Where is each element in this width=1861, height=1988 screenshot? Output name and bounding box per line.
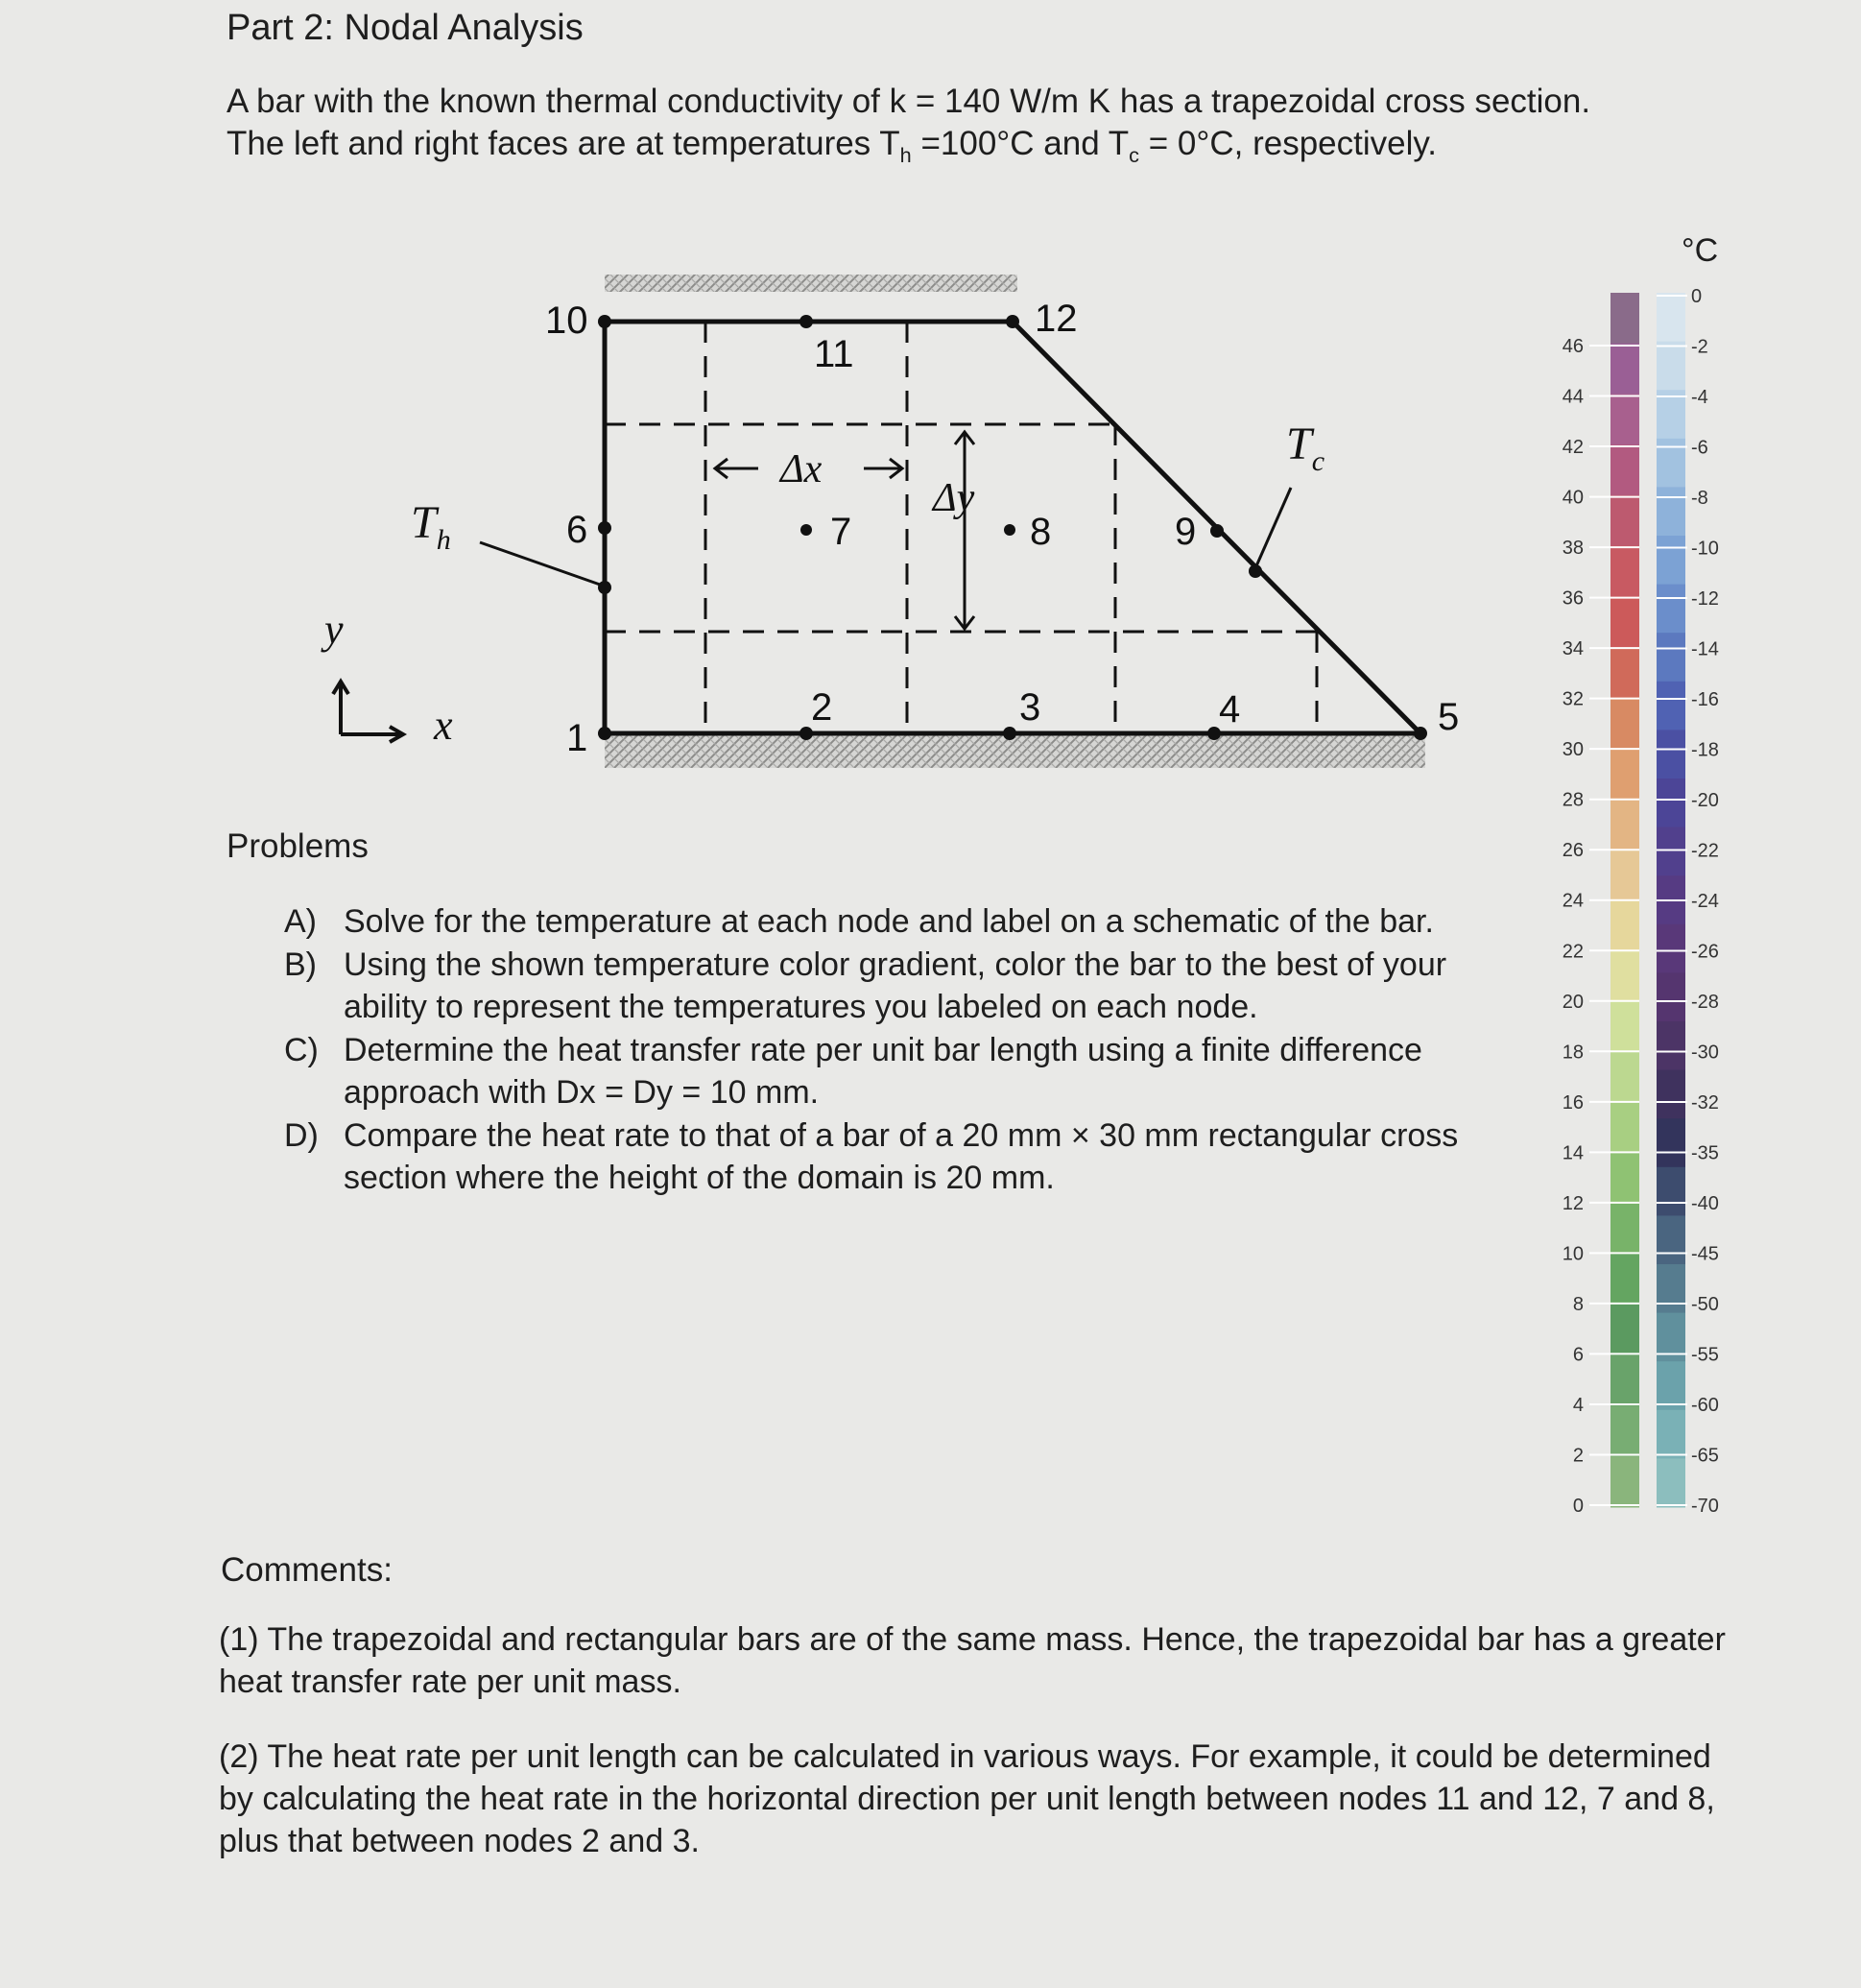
legend-swatch-positive [1610,344,1639,395]
legend-tick-label: 0 [1691,286,1703,307]
legend-tick-label: 8 [1572,1293,1584,1315]
problem-a [284,900,1522,943]
legend-swatch-negative [1657,1410,1685,1459]
legend-tick-label: -22 [1691,840,1719,862]
legend-tick-label: 6 [1572,1344,1584,1366]
comment-1: (1) The trapezoidal and rectangular bars are of the same mass. Hence, the trapezoidal bar has a greater heat transfer rate per unit mass. [219,1621,1726,1700]
legend-swatch-positive [1610,698,1639,749]
axes-icon [333,682,403,742]
problem-letter: A) [284,903,317,940]
axis-y-label: y [324,606,344,653]
trapezoid-diagram [288,259,1497,797]
legend-swatch-negative [1657,1167,1685,1216]
legend-tick-label: -40 [1691,1193,1719,1214]
legend-swatch-negative [1657,730,1685,778]
problems-list [284,900,1522,1200]
legend-swatch-positive [1610,1102,1639,1153]
sub-h: h [899,143,912,167]
legend-tick-label: 34 [1562,638,1584,660]
legend-swatch-positive [1610,394,1639,444]
legend-unit: °C [1682,232,1719,269]
node-label-6: 6 [566,509,588,551]
th-sub: h [436,524,451,556]
problem-c [284,1029,1522,1114]
bottom-insulation [605,733,1425,768]
tc-label [1286,419,1324,477]
intro-text-b: =100°C and T [911,125,1130,162]
legend-tick-label: 4 [1572,1394,1584,1416]
problem-text: Compare the heat rate to that of a bar of a 20 mm × 30 mm rectangular cross section where the height of the domain is 20 mm. [344,1117,1459,1196]
legend-swatch-positive [1610,293,1639,344]
node-label-2: 2 [811,686,833,729]
node-label-10: 10 [545,299,588,342]
legend-tick-label: 14 [1562,1142,1584,1164]
intro-line-1: A bar with the known thermal conductivity of k = 140 W/m K has a trapezoidal cross section. [227,83,1591,120]
legend-tick-label: -20 [1691,790,1719,811]
legend-tick-label: -24 [1691,891,1719,912]
legend-tick-label: 2 [1572,1445,1584,1467]
legend-swatch-positive [1610,1153,1639,1204]
legend-tick-label: 38 [1562,538,1584,560]
legend-swatch-positive [1610,950,1639,1001]
legend-tick-label: 28 [1562,789,1584,811]
intro-text-a: The left and right faces are at temperatures T [227,125,900,162]
legend-tick-label: -18 [1691,739,1719,761]
legend-tick-label: -26 [1691,941,1719,963]
tc-sub: c [1311,445,1325,477]
legend-tick-label: -12 [1691,588,1719,610]
legend-tick-label: -35 [1691,1142,1719,1164]
temperature-color-legend [1516,221,1737,1526]
problem-letter: C) [284,1032,319,1068]
legend-tick-label: -65 [1691,1445,1719,1467]
legend-swatch-negative [1657,778,1685,827]
legend-tick-label: 20 [1562,991,1584,1013]
legend-tick-label: -50 [1691,1294,1719,1315]
legend-swatch-positive [1610,1406,1639,1457]
legend-tick-label: 26 [1562,840,1584,862]
page-title: Part 2: Nodal Analysis [227,8,584,48]
comments-heading: Comments: [221,1551,393,1589]
intro-text-c: = 0°C, respectively. [1139,125,1438,162]
legend-swatch-negative [1657,585,1685,634]
legend-tick-label: 44 [1562,386,1584,408]
legend-tick-label: 40 [1562,487,1584,509]
legend-swatch-negative [1657,1118,1685,1167]
legend-tick-label: -45 [1691,1243,1719,1265]
legend-swatch-positive [1610,546,1639,597]
legend-tick-label: 42 [1562,437,1584,459]
legend-swatch-negative [1657,293,1685,342]
problem-d [284,1114,1522,1199]
axis-x-label: x [434,702,453,749]
legend-tick-label: 24 [1562,890,1584,912]
problem-letter: B) [284,946,317,983]
legend-swatch-negative [1657,972,1685,1021]
node-label-9: 9 [1175,511,1197,553]
legend-swatch-negative [1657,1361,1685,1410]
legend-swatch-negative [1657,633,1685,682]
node-label-8: 8 [1030,511,1052,553]
legend-swatch-positive [1610,1052,1639,1103]
node-label-3: 3 [1019,686,1041,729]
legend-swatch-negative [1657,1458,1685,1507]
legend-swatch-negative [1657,682,1685,731]
control-volume-grid [605,322,1317,733]
legend-swatch-negative [1657,536,1685,585]
legend-tick-label: 18 [1562,1042,1584,1064]
legend-swatch-positive [1610,850,1639,900]
intro-paragraph [227,81,1724,177]
legend-tick-label: 0 [1572,1496,1584,1517]
delta-y-label: Δy [933,476,975,520]
legend-swatch-positive [1610,647,1639,698]
legend-tick-label: -6 [1691,437,1708,459]
legend-swatch-negative [1657,439,1685,488]
legend-tick-label: 46 [1562,336,1584,357]
intro-line-2 [227,123,1724,177]
legend-swatch-negative [1657,1215,1685,1264]
legend-tick-label: -60 [1691,1395,1719,1416]
legend-swatch-positive [1610,748,1639,799]
node-label-5: 5 [1438,696,1460,738]
legend-tick-label: -55 [1691,1344,1719,1366]
delta-x-label: Δx [780,447,823,491]
tc-T: T [1286,419,1312,469]
legend-tick-label: -2 [1691,336,1708,358]
problem-text: Solve for the temperature at each node and label on a schematic of the bar. [344,903,1434,940]
node-label-12: 12 [1035,298,1078,340]
legend-tick-label: -70 [1691,1496,1719,1517]
th-label [411,497,451,556]
tc-leader [1255,488,1291,568]
legend-swatch-negative [1657,827,1685,876]
legend-tick-label: -32 [1691,1092,1719,1114]
node-label-7: 7 [830,511,852,553]
comment-2: (2) The heat rate per unit length can be calculated in various ways. For example, it could be determined by calculating the heat rate in the horizontal direction per unit length between nodes 11 and 12, 7 and 8, plus that between nodes 2 and 3. [219,1738,1715,1859]
sub-c: c [1129,143,1140,167]
legend-swatch-negative [1657,924,1685,973]
legend-tick-label: -16 [1691,689,1719,710]
problems-heading: Problems [227,827,369,865]
problem-letter: D) [284,1117,319,1154]
legend-swatch-positive [1610,1305,1639,1355]
problem-b [284,944,1522,1028]
legend-swatch-negative [1657,487,1685,536]
legend-tick-label: -14 [1691,638,1719,660]
legend-swatch-negative [1657,342,1685,391]
legend-swatch-positive [1610,1204,1639,1255]
legend-swatch-negative [1657,1070,1685,1119]
legend-swatch-positive [1610,1254,1639,1305]
legend-tick-label: 22 [1562,941,1584,963]
legend-swatch-positive [1610,799,1639,850]
legend-swatch-positive [1610,900,1639,951]
node-label-1: 1 [566,717,588,759]
node-label-4: 4 [1219,688,1241,731]
legend-tick-label: 10 [1562,1243,1584,1265]
legend-tick-label: -4 [1691,387,1708,408]
legend-tick-label: 32 [1562,688,1584,710]
legend-swatch-negative [1657,1021,1685,1070]
legend-swatch-positive [1610,495,1639,546]
legend-tick-label: 36 [1562,587,1584,610]
node-label-11: 11 [814,333,854,375]
legend-swatch-positive [1610,596,1639,647]
legend-tick-label: 12 [1562,1192,1584,1214]
legend-tick-label: -30 [1691,1042,1719,1064]
legend-swatch-negative [1657,1264,1685,1313]
legend-swatch-positive [1610,1456,1639,1507]
legend-swatch-positive [1610,444,1639,495]
problem-text: Using the shown temperature color gradient, color the bar to the best of your ability to represent the temperatures you labeled on each node. [344,946,1447,1025]
problem-text: Determine the heat transfer rate per unit bar length using a finite difference approach with Dx = Dy = 10 mm. [344,1032,1422,1111]
legend-tick-label: -28 [1691,992,1719,1013]
legend-tick-label: -8 [1691,488,1708,509]
legend-swatch-positive [1610,1001,1639,1052]
th-T: T [411,497,437,548]
node-dots [598,315,1427,740]
top-insulation [605,275,1017,292]
legend-swatch-positive [1610,1355,1639,1406]
legend-tick-label: 16 [1562,1091,1584,1114]
legend-tick-label: 30 [1562,739,1584,761]
legend-tick-label: -10 [1691,538,1719,560]
